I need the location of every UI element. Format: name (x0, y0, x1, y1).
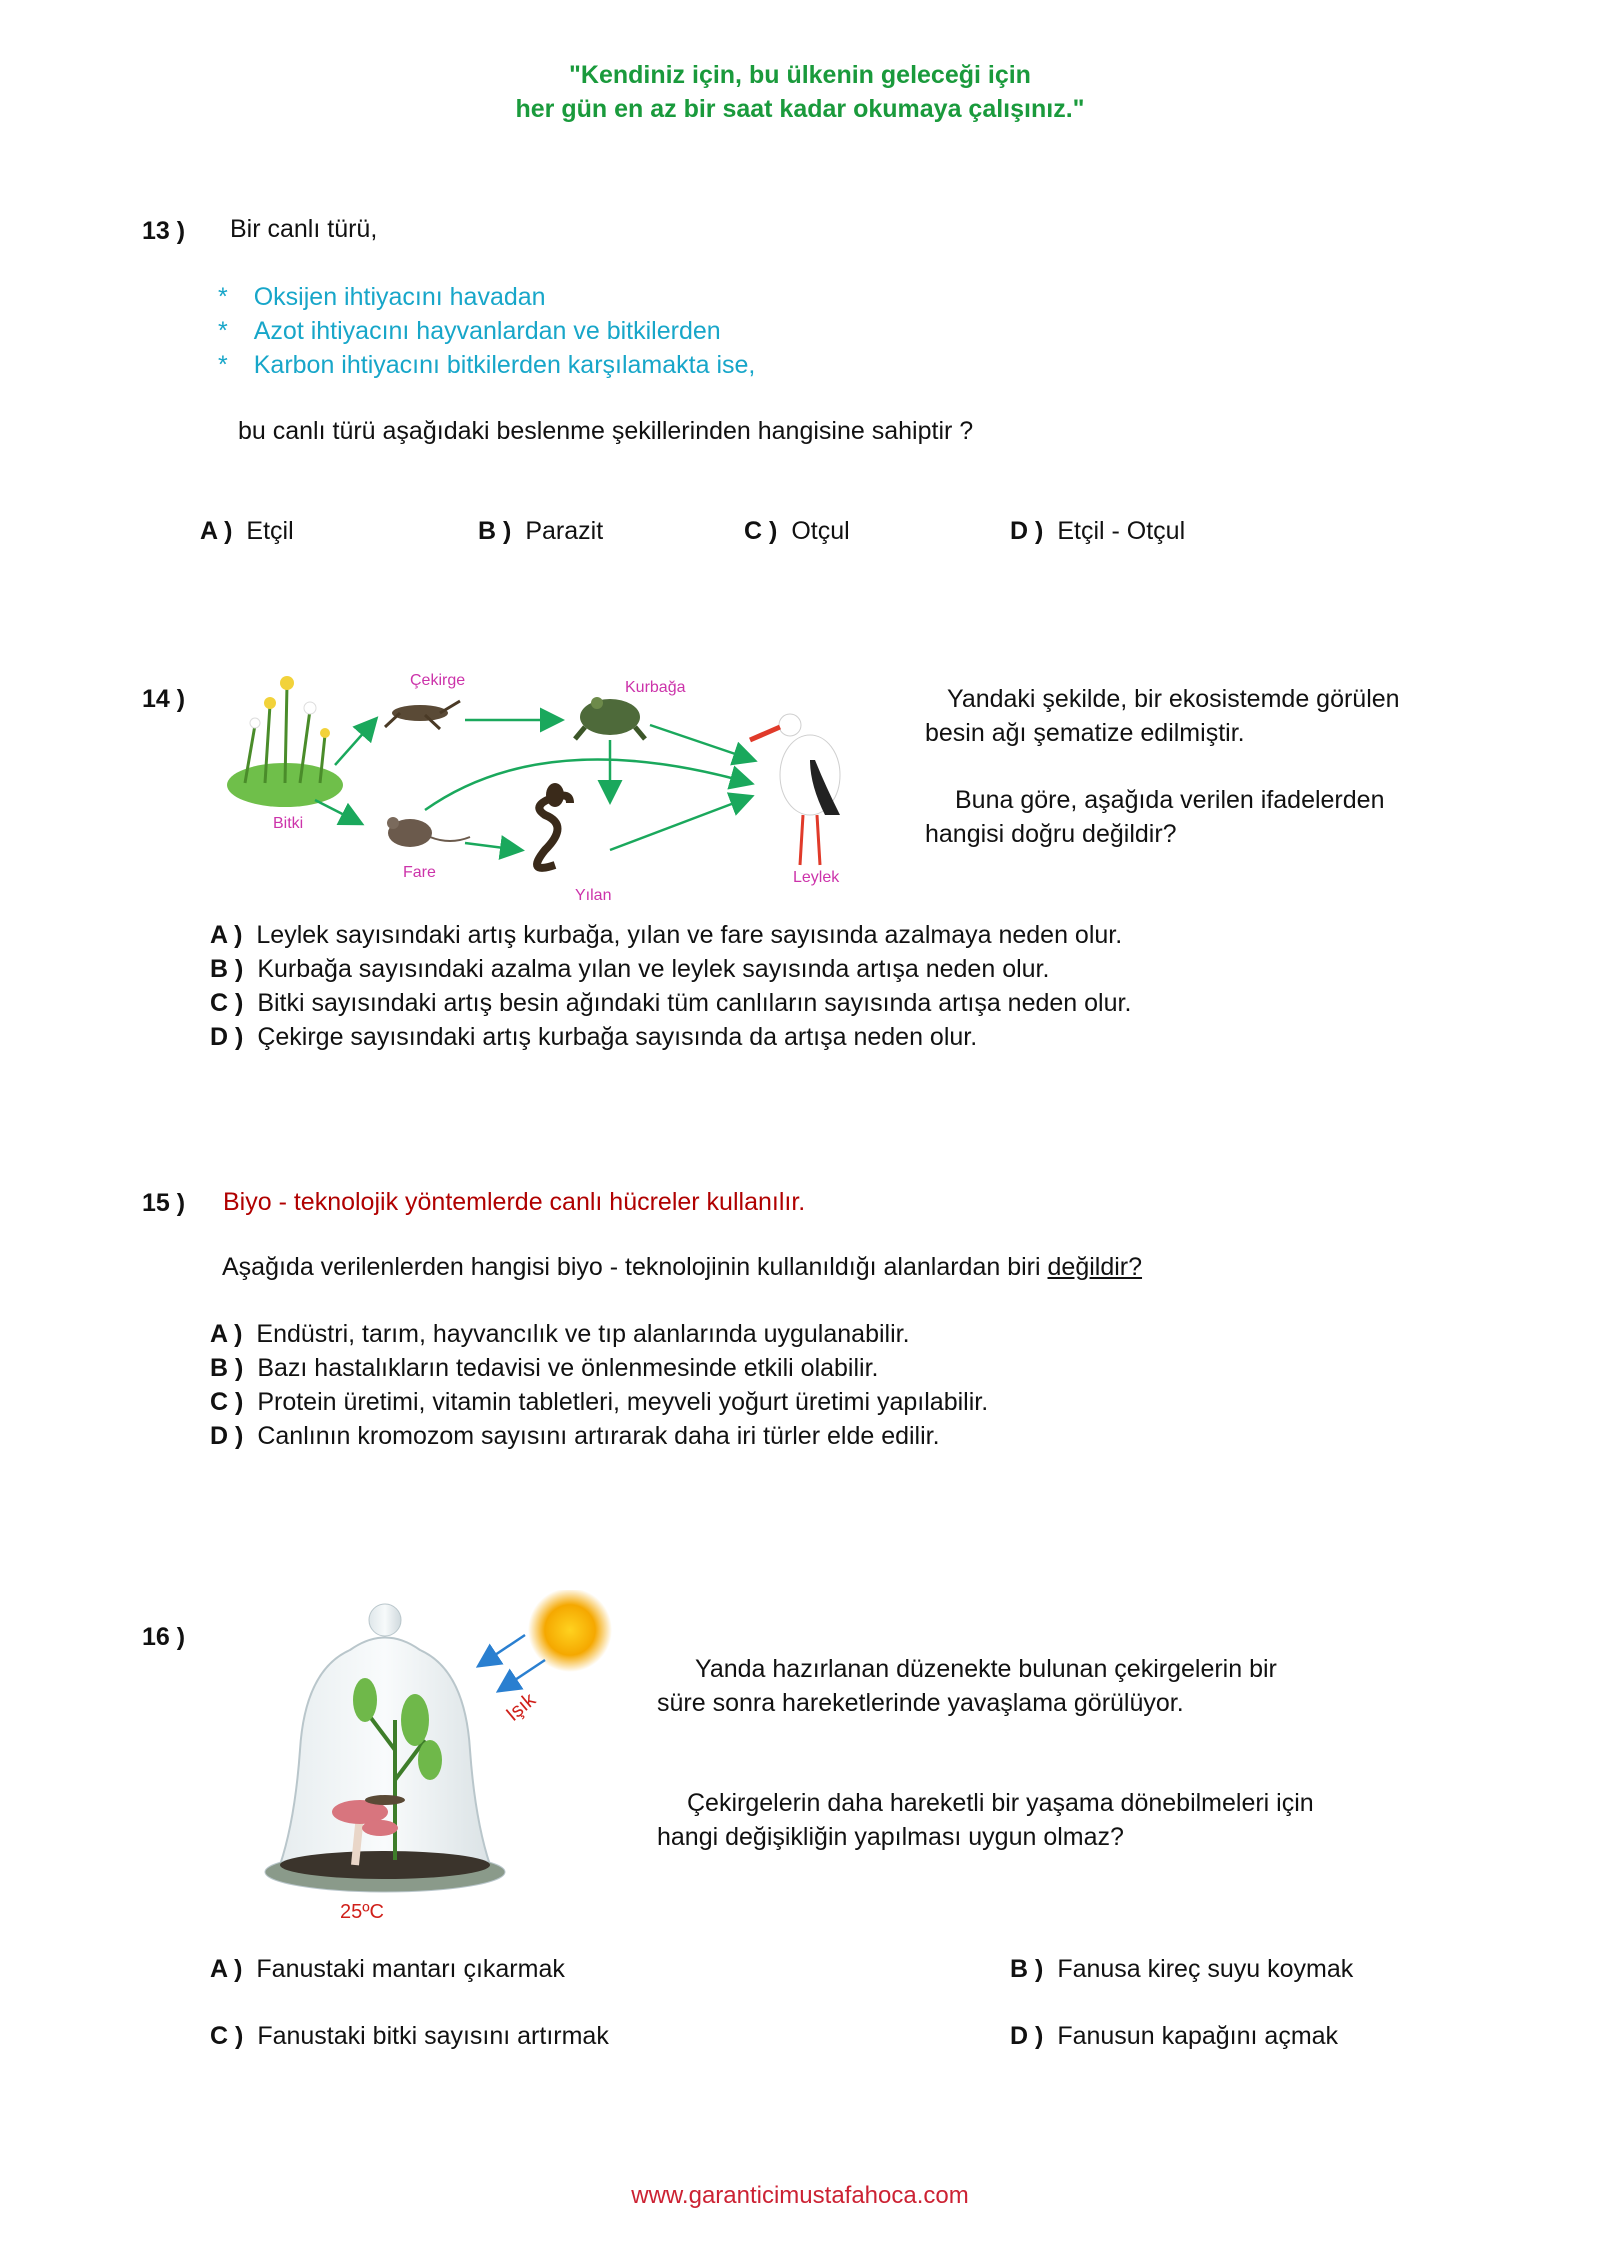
q14-option-a[interactable] (210, 918, 1131, 952)
q14-text1-line1: Yandaki şekilde, bir ekosistemde görülen (947, 685, 1400, 713)
q15-number: 15 ) (142, 1189, 186, 1217)
label-yilan: Yılan (575, 887, 612, 904)
q13-option-a[interactable] (200, 514, 294, 548)
q13-option-c[interactable] (744, 514, 850, 548)
bell-jar-illustration (265, 1604, 505, 1892)
q16-text1-line2: süre sonra hareketlerinde yavaşlama görülüyor. (657, 1689, 1184, 1717)
sun-icon (528, 1590, 612, 1672)
option-letter: B ) (210, 955, 244, 983)
q14-text2-line2: hangisi doğru değildir? (925, 820, 1177, 848)
option-letter: B ) (210, 1354, 244, 1382)
q14-option-d[interactable] (210, 1020, 1131, 1054)
option-letter: D ) (1010, 517, 1044, 545)
q13-bullet (218, 314, 755, 348)
bullet-mark: * (218, 351, 228, 379)
light-arrow (500, 1660, 545, 1690)
q13-number: 13 ) (142, 217, 186, 245)
option-text: Fanustaki mantarı çıkarmak (256, 1955, 565, 1983)
label-leylek: Leylek (793, 869, 840, 886)
option-letter: A ) (210, 1955, 243, 1983)
q16-option-c[interactable] (210, 2019, 609, 2053)
option-letter: C ) (210, 1388, 244, 1416)
q15-option-d[interactable] (210, 1419, 988, 1453)
q15-option-b[interactable] (210, 1351, 988, 1385)
bullet-mark: * (218, 283, 228, 311)
light-label: Işık (502, 1688, 541, 1726)
q15-options (210, 1317, 988, 1453)
q16-question (657, 1786, 1314, 1854)
temperature-label: 25ºC (340, 1901, 384, 1923)
q13-option-b[interactable] (478, 514, 603, 548)
q14-text1-line2: besin ağı şematize edilmiştir. (925, 719, 1245, 747)
q14-option-c[interactable] (210, 986, 1131, 1020)
option-text: Etçil (246, 517, 294, 545)
option-text: Protein üretimi, vitamin tabletleri, meyveli yoğurt üretimi yapılabilir. (257, 1388, 989, 1416)
q13-bullet (218, 348, 755, 382)
option-letter: C ) (744, 517, 778, 545)
q14-description (925, 682, 1400, 750)
option-text: Fanustaki bitki sayısını artırmak (257, 2022, 609, 2050)
option-text: Endüstri, tarım, hayvancılık ve tıp alanlarında uygulanabilir. (256, 1320, 910, 1348)
q14-question (925, 783, 1384, 851)
option-text: Fanusa kireç suyu koymak (1057, 1955, 1354, 1983)
q15-question-emphasis: değildir? (1047, 1253, 1143, 1281)
bullet-text: Karbon ihtiyacını bitkilerden karşılamakta ise, (253, 351, 756, 379)
label-fare: Fare (403, 864, 436, 881)
q16-description (657, 1652, 1277, 1720)
bullet-mark: * (218, 317, 228, 345)
q13-bullet-list (218, 280, 755, 382)
q15-statement: Biyo - teknolojik yöntemlerde canlı hücreler kullanılır. (223, 1188, 806, 1216)
q15-option-c[interactable] (210, 1385, 988, 1419)
q14-options (210, 918, 1131, 1054)
q14-number: 14 ) (142, 685, 186, 713)
option-text: Canlının kromozom sayısını artırarak daha iri türler elde edilir. (257, 1422, 940, 1450)
snake-illustration (537, 783, 570, 868)
food-web-arrows (315, 720, 753, 850)
mouse-illustration (387, 817, 470, 847)
option-text: Bitki sayısındaki artış besin ağındaki tüm canlıların sayısında artışa neden olur. (257, 989, 1132, 1017)
option-letter: A ) (200, 517, 233, 545)
option-text: Çekirge sayısındaki artış kurbağa sayısında da artışa neden olur. (257, 1023, 978, 1051)
option-text: Kurbağa sayısındaki azalma yılan ve leylek sayısında artışa neden olur. (257, 955, 1050, 983)
label-bitki: Bitki (273, 815, 304, 832)
q16-number: 16 ) (142, 1623, 186, 1651)
option-text: Parazit (525, 517, 604, 545)
option-text: Fanusun kapağını açmak (1057, 2022, 1339, 2050)
option-letter: D ) (210, 1023, 244, 1051)
q13-bullet (218, 280, 755, 314)
q16-text1-line1: Yanda hazırlanan düzenekte bulunan çekirgelerin bir (695, 1655, 1277, 1683)
option-letter: D ) (1010, 2022, 1044, 2050)
grasshopper-illustration (385, 701, 460, 729)
q14-option-b[interactable] (210, 952, 1131, 986)
q15-option-a[interactable] (210, 1317, 988, 1351)
option-letter: B ) (478, 517, 512, 545)
label-cekirge: Çekirge (410, 672, 466, 689)
option-text: Otçul (791, 517, 850, 545)
label-kurbaga: Kurbağa (625, 679, 686, 696)
option-letter: C ) (210, 2022, 244, 2050)
q14-text2-line1: Buna göre, aşağıda verilen ifadelerden (955, 786, 1385, 814)
option-letter: C ) (210, 989, 244, 1017)
bell-jar-setup-illustration (255, 1590, 655, 1940)
q13-question: bu canlı türü aşağıdaki beslenme şekillerinden hangisine sahiptir ? (238, 417, 974, 445)
option-letter: D ) (210, 1422, 244, 1450)
option-letter: A ) (210, 1320, 243, 1348)
q16-text2-line2: hangi değişikliğin yapılması uygun olmaz? (657, 1823, 1124, 1851)
bullet-text: Oksijen ihtiyacını havadan (253, 283, 546, 311)
q13-option-d[interactable] (1010, 514, 1185, 548)
option-text: Bazı hastalıkların tedavisi ve önlenmesinde etkili olabilir. (257, 1354, 879, 1382)
bullet-text: Azot ihtiyacını hayvanlardan ve bitkilerden (253, 317, 721, 345)
frog-illustration (575, 697, 645, 739)
food-web-diagram (225, 665, 885, 915)
stork-illustration (750, 714, 840, 865)
option-text: Leylek sayısındaki artış kurbağa, yılan ve fare sayısında azalmaya neden olur. (256, 921, 1123, 949)
header-quote-line1: "Kendiniz için, bu ülkenin geleceği için (569, 61, 1031, 89)
q15-question-text: Aşağıda verilenlerden hangisi biyo - teknolojinin kullanıldığı alanlardan biri (222, 1253, 1048, 1281)
light-arrow (480, 1635, 525, 1665)
plant-illustration (227, 676, 343, 807)
q16-option-a[interactable] (210, 1952, 565, 1986)
q16-text2-line1: Çekirgelerin daha hareketli bir yaşama dönebilmeleri için (687, 1789, 1314, 1817)
option-letter: B ) (1010, 1955, 1044, 1983)
option-text: Etçil - Otçul (1057, 517, 1186, 545)
q16-option-b[interactable] (1010, 1952, 1353, 1986)
option-letter: A ) (210, 921, 243, 949)
q16-option-d[interactable] (1010, 2019, 1338, 2053)
header-quote-line2: her gün en az bir saat kadar okumaya çalışınız." (515, 95, 1085, 123)
q15-question (222, 1250, 1142, 1284)
q13-intro: Bir canlı türü, (230, 215, 378, 243)
header-quote (0, 58, 1600, 126)
footer-url[interactable]: www.garanticimustafahoca.com (631, 2182, 969, 2209)
